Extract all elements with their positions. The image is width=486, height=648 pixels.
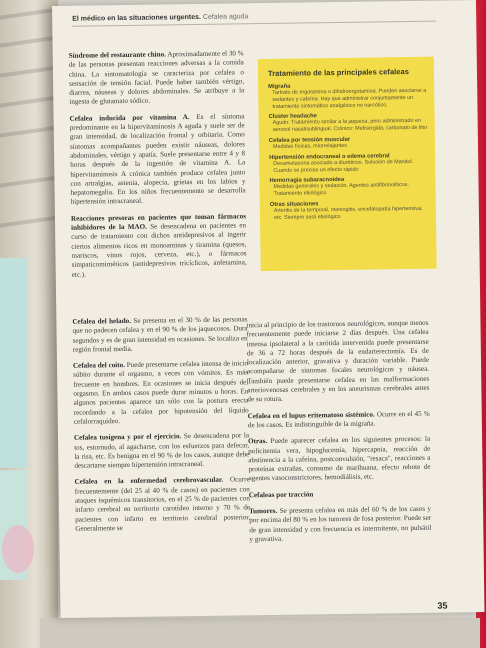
paragraph-text: Se desencadena en pacientes en curso de tratamiento con dichos antidepresivos al ingerir ciertos alimentos ricos en monoaminas y tiramina (quesos, mariscos, vinos rojos, cerveza, etc.), o fármacos simpaticomiméticos (antidepresivos tricíclicos, anfetamina, etc.). — [71, 221, 247, 279]
treatment-heading: Hipertensión endocraneal o edema cerebral — [269, 153, 390, 161]
ghost-text-line — [0, 66, 56, 78]
paragraph — [72, 315, 248, 355]
treatment-section — [269, 112, 429, 134]
paragraph-text: inicia al principio de los trastornos neurológicos, aunque menos frecuentemente puede iniciarse 2 días después. Una cefalea intensa ipsolateral a la carótida intervenida puede presentarse de 36 a 72 horas después de la endarterectomía. Es de localización anterior, gravativa y duración variable. Puede acompañarse de sintomas focales neurológicos y náusea. También puede presentarse cefalea en las malformaciones arteriovenosas cerebrales y en los aneurismas cerebrales antes de su rotura. — [246, 318, 430, 404]
subsection-heading-text: Cefaleas por tracción — [248, 490, 314, 500]
page-number: 35 — [437, 600, 448, 611]
treatment-heading: Migraña — [268, 83, 291, 90]
book-page — [52, 0, 485, 618]
paragraph-text: Es el síntoma predominante en la hipervitaminosis A aguda y suele ser de gran intensidad, de localización frontal y orbitaria. Como síntomas acompañantes pueden existir náuseas, dolores abdominales, vértigo y apatía. Suele presentarse entre 4 y 8 horas después de la ingestión de vitamina A. La hipervitaminosis A crónica también produce cefalea junto con artralgias, astenia, alopecia, grietas en los labios y hepatomegalia. En los niños frecuentemente se desarrolla hipertensión intracraneal. — [69, 112, 246, 207]
paragraph-text: Se desencadena por la tos, estornudo, al agacharse, con los esfuerzos para defecar, la risa, etc. Es benigna en el 90 % de los casos, aunque debe descartarse siempre hipertensión intracraneal. — [74, 431, 250, 470]
running-head — [72, 12, 362, 23]
paragraph-text: Puede presentarse cefalea intensa de inicio súbito durante el orgasmo, a veces con vómitos. Es más frecuente en hombres. En ocasiones se inicia después del orgasmo. En ambos casos puede durar minutos u horas. En algunos pacientes aparece tan sólo con la postura erecta recordando a la cefalea por hipotensión del líquido cefalorraquídeo. — [73, 359, 249, 426]
ghost-text-line — [0, 36, 56, 48]
treatment-section — [270, 200, 430, 222]
paragraph-lead: Cefalea en la enfermedad cerebrovascular. — [74, 476, 224, 487]
paragraph-lead: Cefalea del helado. — [72, 316, 132, 326]
paragraph — [248, 409, 430, 430]
paragraph — [69, 49, 245, 107]
treatment-box — [258, 57, 437, 271]
treatment-box-title: Tratamiento de las principales cefaleas — [267, 67, 409, 78]
paragraph-lead: Reacciones presoras en pacientes que toman fármacos inhibidores de la MAO. — [70, 212, 247, 232]
treatment-section — [268, 82, 428, 111]
paragraph-text: Puede aparecer cefalea en los siguientes procesos: la policitemia vera, hipoglucemia, hipercapnia, reacción de abstinencia a la cafeína, postconvulsión, "resaca", reacciones a proteínas extrañas, consumo de marihuana, efecto rebote de agentes vasoconstrictores, hemodiálisis, etc. — [248, 435, 431, 483]
treatment-heading: Cefalea por tensión muscular — [268, 136, 351, 144]
running-head-title: El médico en las situaciones urgentes. — [72, 13, 201, 23]
treatment-detail: Agudo: Tratamiento similar a la jaqueca, pero administrado en aerosol nasal/sublingual. Crónico: Metisergida, carbonato de litio — [272, 118, 428, 134]
paragraph-lead: Cefalea en el lupus eritematoso sistémico. — [247, 410, 375, 420]
paragraph-lead: Cefalea del coito. — [72, 361, 125, 370]
ghost-text-line — [0, 126, 56, 138]
ghost-text-line — [0, 216, 56, 228]
paragraph-lead: Tumores. — [249, 506, 278, 516]
paragraph-lead: Síndrome del restaurante chino. — [68, 50, 166, 60]
subsection-heading — [249, 489, 431, 501]
facing-page-edge — [0, 0, 58, 648]
left-column-lower — [72, 315, 250, 541]
page-bottom-shadow — [40, 618, 480, 648]
treatment-detail: Medidas físicas, miorrelajantes — [272, 142, 348, 150]
treatment-section — [269, 176, 429, 198]
treatment-section — [269, 136, 429, 151]
paragraph — [75, 476, 251, 534]
paragraph-text: Se presenta en el 30 % de las personas que no padecen cefalea y en el 90 % de los jaquecosos. Dura segundos y es de gran intensidad en ocasiones. Se localiza en región frontal media. — [72, 315, 248, 354]
left-column — [69, 49, 247, 286]
treatment-detail: Medidas generales y sedación. Agentes antifibrinolíticos. Tratamiento etiológico — [273, 182, 410, 198]
paragraph — [248, 435, 431, 484]
treatment-heading: Otras situaciones — [269, 201, 319, 208]
paragraph — [71, 212, 247, 280]
paragraph-lead: Cefalea tusígena y por el ejercicio. — [73, 432, 182, 442]
paragraph-lead: Cefalea inducida por vitamina A. — [69, 112, 190, 123]
paragraph — [73, 359, 249, 427]
right-column — [246, 319, 431, 552]
treatment-detail: Dexametasona asociado a diuréticos. Solución de Manitol. Cuando se precisa un efecto rápido — [273, 158, 414, 174]
ghost-text-line — [0, 8, 56, 20]
paragraph-text: Ocurre frecuentemente (del 25 al 40 % de casos) en pacientes con ataques isquémicos transitorios, en el 25 % de pacientes con infarto cerebral en territorio carotídeo interno y 70 % de pacientes con infarto en territorio cerebral posterior. Generalmente se — [74, 475, 251, 533]
paragraph — [249, 505, 432, 545]
paragraph-lead: Otras. — [248, 437, 268, 446]
paragraph-text: Se presenta cefalea en más del 60 % de los casos y por encima del 80 % en los tumores de fosa posterior. Puede ser de gran intensidad y con frecuencia es intermitente, no pulsátil y gravativa. — [249, 504, 432, 544]
treatment-section — [269, 153, 429, 175]
paragraph — [74, 432, 250, 472]
paragraph-text: Aproximadamente el 30 % de las personas presentan reacciones adversas a la comida china. La sintomatología se caracteriza por cefalea o sensación de tensión facial. Puede haber también vértigo, diarrea, náuseas y dolores abdominales. Se atribuye a la ingesta de glutamato sódico. — [68, 49, 245, 107]
paragraph-text: Ocurre en el 45 % de los casos. Es indistinguible de la migraña. — [247, 409, 430, 430]
running-head-subtitle: Cefalea aguda — [202, 13, 249, 21]
ghost-text-line — [0, 176, 56, 188]
paragraph — [70, 112, 246, 207]
paragraph — [246, 319, 429, 405]
ghost-text-line — [0, 96, 56, 108]
treatment-heading: Cluster headache — [268, 113, 317, 121]
treatment-detail: Arteritis de la temporal, meningitis, encefalopatía hipertensiva, etc. Siempre será etiológico — [273, 205, 423, 221]
pink-illustration — [2, 525, 34, 573]
treatment-heading: Hemorragia subaracnoidea — [269, 177, 345, 185]
teal-panel — [0, 258, 28, 468]
treatment-detail: Tartrato de ergotamina o dihidroergotamina. Pueden asociarse a sedantes y cafeína. Hay que administrar conjuntamente un tratamiento sintomático analgésico no narcótico. — [272, 87, 427, 110]
